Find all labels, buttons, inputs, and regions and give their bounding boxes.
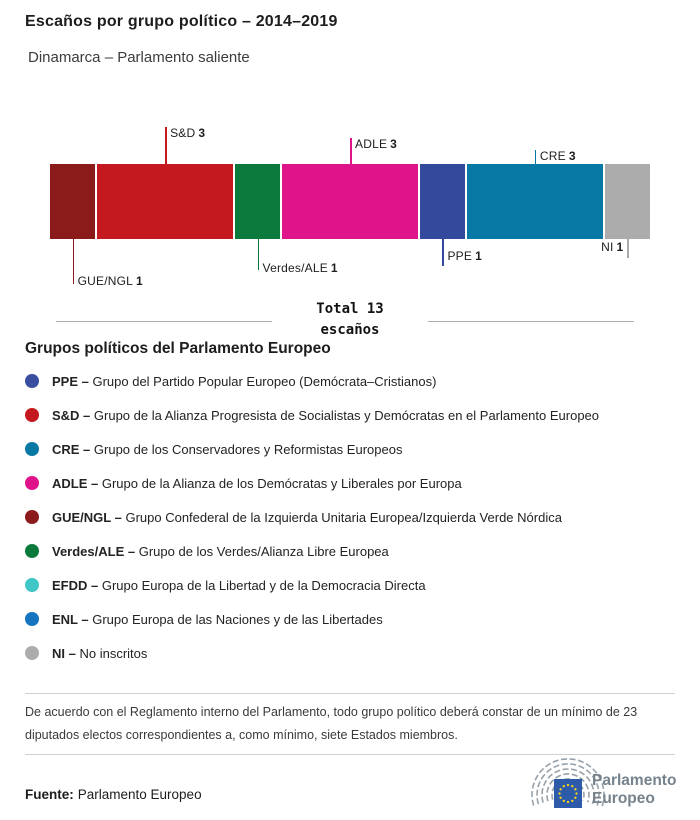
bar-segment-s-d — [97, 164, 233, 239]
legend-text — [52, 578, 426, 593]
total-line1: Total 13 — [316, 301, 384, 317]
legend-desc: Grupo de los Conservadores y Reformistas Europeos — [93, 441, 403, 457]
legend-desc: Grupo Confederal de la Izquierda Unitaria Europea/Izquierda Verde Nórdica — [125, 509, 562, 525]
total-line2: escaños — [320, 322, 380, 338]
legend-desc: Grupo de la Alianza Progresista de Socialistas y Demócratas en el Parlamento Europeo — [93, 407, 600, 423]
source-line — [25, 787, 202, 802]
footnote-divider-top — [25, 693, 675, 694]
group-seats: 3 — [390, 137, 398, 151]
legend-item — [25, 398, 599, 432]
total-divider-left — [56, 321, 272, 322]
legend-abbr: NI – — [52, 645, 80, 661]
callout-label-s-d — [170, 126, 205, 140]
legend-desc: Grupo de los Verdes/Alianza Libre Europea — [138, 543, 389, 559]
callout-label-cre — [540, 149, 576, 163]
callout-line-ni — [627, 239, 629, 258]
legend-abbr: ADLE – — [52, 475, 102, 491]
legend-list — [25, 364, 599, 670]
legend-text — [52, 544, 389, 559]
bar-segment-gue-ngl — [50, 164, 95, 239]
legend-text — [52, 374, 436, 389]
bar-segment-ni — [605, 164, 650, 239]
bar-segment-verdes-ale — [235, 164, 280, 239]
legend-abbr: Verdes/ALE – — [52, 543, 139, 559]
legend-item — [25, 534, 599, 568]
group-seats: 3 — [198, 126, 206, 140]
legend-item — [25, 466, 599, 500]
logo-text-line1: Parlamento — [592, 772, 677, 789]
legend-item — [25, 432, 599, 466]
legend-desc: Grupo del Partido Popular Europeo (Demócrata–Cristianos) — [92, 373, 437, 389]
legend-desc: Grupo Europa de la Libertad y de la Democracia Directa — [101, 577, 426, 593]
page-title: Escaños por grupo político – 2014–2019 — [25, 13, 338, 30]
group-name: CRE — [539, 149, 566, 163]
callout-line-verdes-ale — [258, 239, 260, 270]
source-label: Fuente: — [25, 787, 74, 802]
legend-desc: No inscritos — [79, 645, 148, 661]
callout-line-cre — [535, 150, 537, 164]
legend-color-dot — [25, 408, 39, 422]
group-name: GUE/NGL — [77, 274, 134, 288]
callout-label-ni — [601, 240, 623, 254]
legend-text — [52, 476, 462, 491]
legend-text — [52, 408, 599, 423]
bar-segment-cre — [467, 164, 603, 239]
legend-color-dot — [25, 612, 39, 626]
european-parliament-logo — [527, 756, 677, 812]
legend-desc: Grupo de la Alianza de los Demócratas y Liberales por Europa — [101, 475, 462, 491]
callout-label-ppe — [447, 249, 482, 263]
legend-color-dot — [25, 510, 39, 524]
legend-item — [25, 568, 599, 602]
total-seats-label — [250, 299, 450, 341]
source-value: Parlamento Europeo — [77, 787, 202, 802]
seats-bar-chart — [0, 0, 700, 300]
bar-segment-ppe — [420, 164, 465, 239]
page-subtitle: Dinamarca – Parlamento saliente — [28, 49, 250, 66]
legend-text — [52, 510, 562, 525]
footnote-divider-bottom — [25, 754, 675, 755]
group-seats: 3 — [568, 149, 576, 163]
group-seats: 1 — [136, 274, 143, 288]
legend-color-dot — [25, 578, 39, 592]
group-name: PPE — [447, 249, 473, 263]
callout-line-gue-ngl — [73, 239, 75, 284]
logo-text-line2: Europeo — [592, 790, 655, 807]
legend-abbr: EFDD – — [52, 577, 102, 593]
callout-label-verdes-ale — [263, 261, 338, 275]
group-name: S&D — [170, 126, 196, 140]
callout-label-adle — [355, 137, 397, 151]
legend-abbr: S&D – — [52, 407, 94, 423]
legend-color-dot — [25, 476, 39, 490]
footnote-text: De acuerdo con el Reglamento interno del Parlamento, todo grupo político deberá constar de un mínimo de 23 diputados electos correspondientes a, como mínimo, siete Estados miembros. — [25, 705, 638, 742]
legend-item — [25, 364, 599, 398]
total-divider-right — [428, 321, 634, 322]
legend-color-dot — [25, 646, 39, 660]
callout-line-adle — [350, 138, 352, 164]
legend-abbr: ENL – — [52, 611, 93, 627]
legend-color-dot — [25, 442, 39, 456]
legend-text — [52, 442, 402, 457]
legend-item — [25, 602, 599, 636]
legend-color-dot — [25, 374, 39, 388]
eu-flag-icon — [554, 779, 582, 808]
legend-text — [52, 646, 147, 661]
legend-heading: Grupos políticos del Parlamento Europeo — [25, 340, 331, 357]
legend-abbr: CRE – — [52, 441, 94, 457]
legend-abbr: PPE – — [52, 373, 93, 389]
bar-segment-adle — [282, 164, 418, 239]
group-seats: 1 — [330, 261, 338, 275]
legend-item — [25, 500, 599, 534]
legend-abbr: GUE/NGL – — [52, 509, 126, 525]
group-name: NI — [601, 240, 614, 254]
group-name: Verdes/ALE — [262, 261, 328, 275]
legend-text — [52, 612, 383, 627]
legend-item — [25, 636, 599, 670]
callout-line-ppe — [442, 239, 444, 266]
group-name: ADLE — [355, 137, 388, 151]
legend-desc: Grupo Europa de las Naciones y de las Libertades — [92, 611, 383, 627]
legend-color-dot — [25, 544, 39, 558]
callout-label-gue-ngl — [78, 274, 143, 288]
callout-line-s-d — [165, 127, 167, 164]
group-seats: 1 — [475, 249, 482, 263]
group-seats: 1 — [616, 240, 624, 254]
